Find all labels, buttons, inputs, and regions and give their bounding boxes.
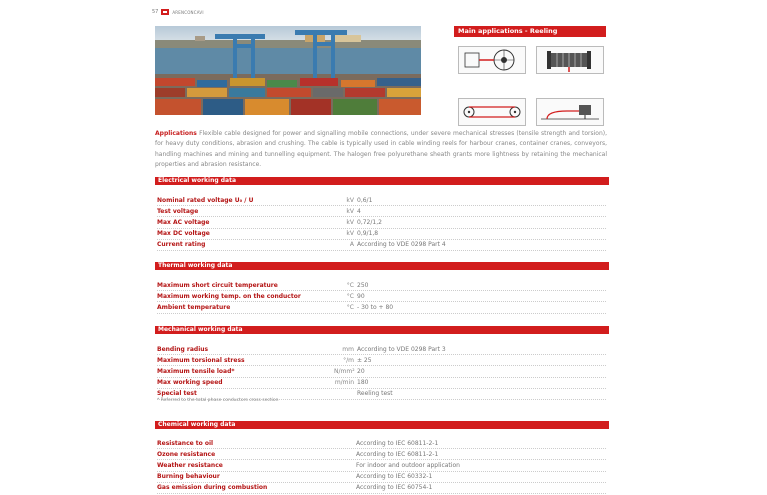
row-value: 250 xyxy=(357,281,369,289)
table-row xyxy=(157,378,606,389)
applications-lead: Applications xyxy=(155,130,197,137)
chemical-table xyxy=(157,438,606,494)
row-label: Nominal rated voltage U₀ / U xyxy=(157,196,254,204)
row-unit: °C xyxy=(346,292,354,300)
row-label: Bending radius xyxy=(157,345,209,353)
row-value: According to IEC 60754-1 xyxy=(356,484,433,492)
table-row xyxy=(157,291,606,302)
row-label: Current rating xyxy=(157,241,206,249)
row-value: 90 xyxy=(357,292,365,300)
table-row xyxy=(157,217,606,228)
row-label: Maximum short circuit temperature xyxy=(157,281,278,289)
applications-text: Flexible cable designed for power and signalling mobile connections, under severe mechanical stresses (tensile strength and torsion), for heavy duty conditions, abrasion and crushing. The cable is typically used in cable winding reels for harbour cranes, container cranes, conveyors, handling machines and mining and tunnelling equipment. The halogen free polyurethane sheath grants more lightness by retaining the mechanical properties and abrasion resistance. xyxy=(155,130,607,168)
table-row xyxy=(157,229,606,240)
row-value: 0,9/1,8 xyxy=(357,230,379,238)
mechanical-footnote: * Referred to the total phase conductors cross section xyxy=(157,398,279,403)
row-value: According to IEC 60811-2-1 xyxy=(356,450,439,458)
cable-trolley-icon xyxy=(536,98,604,126)
row-value: 180 xyxy=(357,379,369,387)
row-value: According to VDE 0298 Part 4 xyxy=(357,241,446,249)
festoon-pulley-icon xyxy=(458,98,526,126)
mechanical-table xyxy=(157,344,606,400)
row-unit: m/min xyxy=(334,379,354,387)
brand-name: ARENCONCAVI xyxy=(172,9,204,15)
motor-reel-icon xyxy=(536,46,604,74)
table-row xyxy=(157,355,606,366)
applications-paragraph xyxy=(155,129,607,170)
row-label: Ozone resistance xyxy=(157,450,216,458)
row-unit: °C xyxy=(346,303,354,311)
thermal-section-title: Thermal working data xyxy=(155,262,609,270)
row-unit: kV xyxy=(346,207,354,215)
table-row xyxy=(157,449,606,460)
row-value: According to IEC 60332-1 xyxy=(356,473,433,481)
row-unit: kV xyxy=(346,230,354,238)
row-label: Maximum tensile load* xyxy=(157,367,235,375)
page-header xyxy=(152,9,204,15)
row-value: 4 xyxy=(357,207,361,215)
row-label: Gas emission during combustion xyxy=(157,484,268,492)
row-unit: kV xyxy=(346,196,354,204)
row-value: According to VDE 0298 Part 3 xyxy=(357,345,446,353)
row-unit: mm xyxy=(342,345,354,353)
table-row xyxy=(157,344,606,355)
row-label: Burning behaviour xyxy=(157,473,220,481)
electrical-section-title: Electrical working data xyxy=(155,177,609,185)
row-label: Maximum torsional stress xyxy=(157,356,245,364)
row-value: 0,72/1,2 xyxy=(357,218,382,226)
spring-reel-icon xyxy=(458,46,526,74)
brand-logo-icon xyxy=(161,9,169,15)
harbour-crane-photo xyxy=(155,26,421,115)
table-row xyxy=(157,472,606,483)
table-row xyxy=(157,240,606,251)
chemical-section-title: Chemical working data xyxy=(155,421,609,429)
row-value: For indoor and outdoor application xyxy=(356,461,460,469)
row-value: Reeling test xyxy=(357,390,393,398)
row-value: 20 xyxy=(357,367,365,375)
table-row xyxy=(157,206,606,217)
row-label: Ambient temperature xyxy=(157,303,231,311)
row-label: Resistance to oil xyxy=(157,439,214,447)
row-unit: kV xyxy=(346,218,354,226)
row-label: Test voltage xyxy=(157,207,199,215)
row-value: ± 25 xyxy=(357,356,372,364)
row-unit: °C xyxy=(346,281,354,289)
row-label: Special test xyxy=(157,390,197,398)
row-label: Max working speed xyxy=(157,379,223,387)
row-unit: °/m xyxy=(343,356,354,364)
row-label: Max DC voltage xyxy=(157,230,210,238)
row-value: According to IEC 60811-2-1 xyxy=(356,439,439,447)
row-unit: N/mm² xyxy=(334,367,355,375)
table-row xyxy=(157,460,606,471)
row-label: Max AC voltage xyxy=(157,218,210,226)
row-unit: A xyxy=(349,241,354,249)
thermal-table xyxy=(157,280,606,314)
page-number: 57 xyxy=(152,9,159,15)
main-applications-title: Main applications - Reeling xyxy=(454,26,606,37)
table-row xyxy=(157,280,606,291)
row-value: 0,6/1 xyxy=(357,196,373,204)
row-label: Maximum working temp. on the conductor xyxy=(157,292,301,300)
row-label: Weather resistance xyxy=(157,461,223,469)
mechanical-section-title: Mechanical working data xyxy=(155,326,609,334)
table-row xyxy=(157,483,606,494)
table-row xyxy=(157,195,606,206)
main-applications-panel xyxy=(454,26,606,127)
table-row xyxy=(157,366,606,377)
table-row xyxy=(157,302,606,313)
electrical-table xyxy=(157,195,606,251)
table-row xyxy=(157,438,606,449)
row-value: - 30 to + 80 xyxy=(357,303,394,311)
